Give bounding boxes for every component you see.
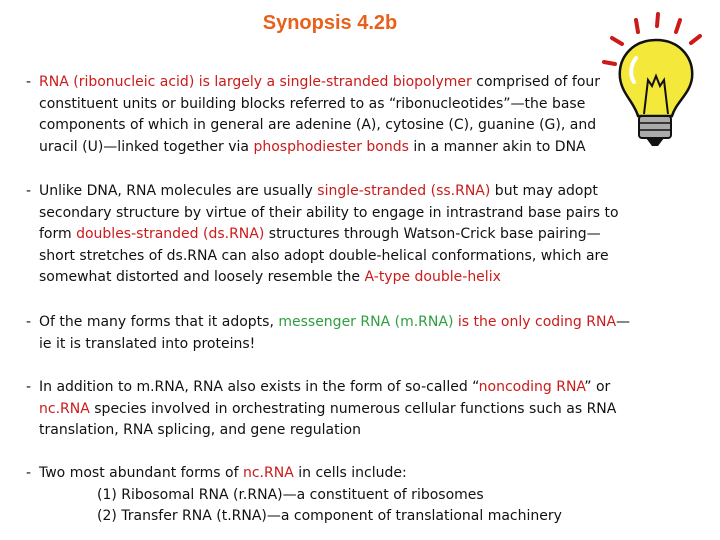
text-line <box>39 246 666 268</box>
text-run: in cells include: <box>293 465 407 481</box>
ray <box>657 14 658 26</box>
ray <box>612 38 622 44</box>
text-line <box>39 334 666 356</box>
text-run: noncoding RNA <box>478 379 585 395</box>
text-run: In addition to m.RNA, RNA also exists in the form of so-called “ <box>39 379 479 395</box>
text-run: species involved in orchestrating numerous cellular functions such as RNA <box>89 400 617 417</box>
text-run: nc.RNA <box>39 400 90 417</box>
text-run: (2) Transfer RNA (t.RNA)—a component of translational machinery <box>97 508 562 524</box>
bullet-4 <box>26 377 666 442</box>
text-run: Unlike DNA, RNA molecules are usually <box>39 183 318 199</box>
text-run: constituent units or building blocks referred to as “ribonucleotides”—the base <box>39 95 586 112</box>
bullet-marker: - <box>26 74 32 90</box>
text-run: uracil (U)—linked together via <box>39 138 254 155</box>
text-run: (1) Ribosomal RNA (r.RNA)—a constituent of ribosomes <box>97 486 484 503</box>
text-line <box>97 506 666 528</box>
text-run: A-type double-helix <box>364 269 501 285</box>
text-run: ie it is translated into proteins! <box>39 335 256 352</box>
bulb-tip <box>646 138 664 146</box>
bullet-text <box>39 463 666 528</box>
ray <box>636 20 638 32</box>
text-line <box>39 420 666 442</box>
text-run: ” or <box>584 379 611 395</box>
text-run: messenger RNA (m.RNA) <box>278 314 454 330</box>
text-run: nc.RNA <box>242 465 294 481</box>
text-run: secondary structure by virtue of their ability to engage in intrastrand base pairs to <box>39 204 619 221</box>
ray <box>604 62 615 64</box>
text-run: Two most abundant forms of <box>39 465 243 481</box>
text-line <box>39 399 666 421</box>
text-run: comprised of four <box>471 74 601 90</box>
bullet-marker: - <box>26 314 32 330</box>
bullet-text <box>39 312 666 355</box>
page-title: Synopsis 4.2b <box>262 12 398 34</box>
text-line <box>39 377 666 399</box>
bullet-marker: - <box>26 183 32 199</box>
bulb-base <box>639 116 671 138</box>
text-run: is the only coding RNA <box>453 314 617 330</box>
text-run: but may adopt <box>490 183 598 199</box>
text-line <box>39 72 626 94</box>
text-line <box>39 312 666 334</box>
text-run: components of which in general are adenine (A), cytosine (C), guanine (G), and <box>39 117 597 133</box>
text-line <box>39 203 666 225</box>
text-run: in a manner akin to DNA <box>408 138 586 155</box>
text-run: somewhat distorted and loosely resemble the <box>39 269 365 285</box>
bullet-text <box>39 181 666 289</box>
bullet-marker: - <box>26 465 32 481</box>
bullet-3 <box>26 312 666 355</box>
text-line <box>39 267 666 289</box>
bullet-marker: - <box>26 379 32 395</box>
text-run: phosphodiester bonds <box>253 138 409 155</box>
bullet-1 <box>26 72 626 158</box>
text-line <box>39 181 666 203</box>
text-run: translation, RNA splicing, and gene regulation <box>39 422 361 438</box>
text-run: doubles-stranded (ds.RNA) <box>76 226 265 242</box>
bullet-text <box>39 377 666 442</box>
text-run: — <box>616 314 631 330</box>
text-line <box>97 485 666 507</box>
ray <box>691 36 700 43</box>
text-run: form <box>39 226 77 242</box>
text-run: structures through Watson-Crick base pairing— <box>264 226 601 242</box>
ray <box>676 20 680 32</box>
bullet-text <box>39 72 626 158</box>
bullet-5 <box>26 463 666 528</box>
text-line <box>39 137 626 159</box>
text-run: Of the many forms that it adopts, <box>39 314 279 330</box>
text-line <box>39 115 626 137</box>
text-line <box>39 463 666 485</box>
bullet-2 <box>26 181 666 289</box>
text-run: short stretches of ds.RNA can also adopt double-helical conformations, which are <box>39 247 609 264</box>
text-run: RNA (ribonucleic acid) is largely a single-stranded biopolymer <box>39 74 472 90</box>
text-line <box>39 94 626 116</box>
text-run: single-stranded (ss.RNA) <box>317 183 491 199</box>
text-line <box>39 224 666 246</box>
